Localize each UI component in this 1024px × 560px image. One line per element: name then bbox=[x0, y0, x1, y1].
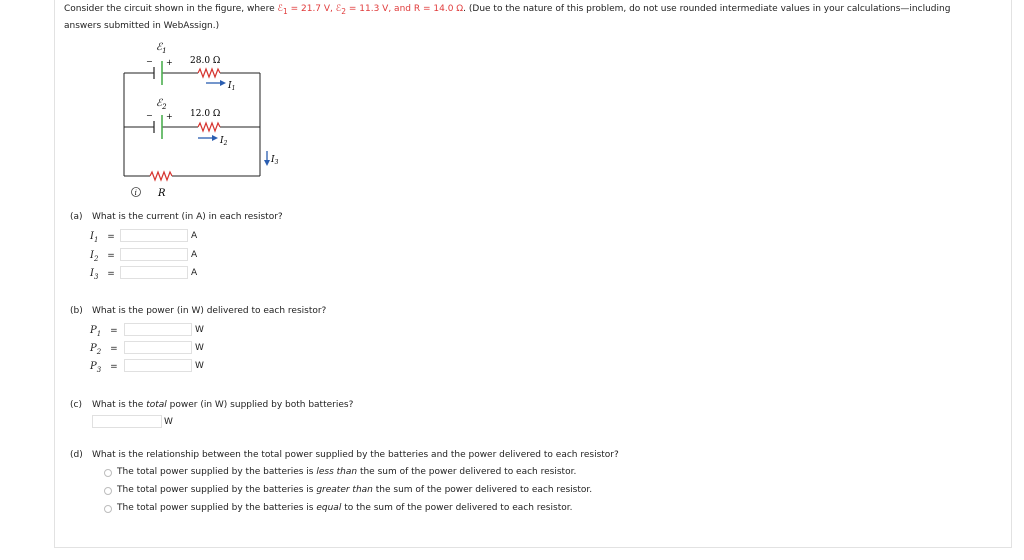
intro-end: . (Due to the nature of this problem, do not use rounded intermediate values in your calculations—including bbox=[463, 4, 951, 14]
i2-symbol: $I_2$ bbox=[90, 250, 99, 263]
e2-label: ℰ$_2$ bbox=[156, 98, 167, 111]
i3-symbol: $I_3$ bbox=[90, 268, 99, 281]
part-a-row-3: $I_3$ = bbox=[90, 268, 115, 281]
i2-answer-input[interactable] bbox=[120, 248, 188, 261]
part-d-label: (d) bbox=[70, 450, 83, 460]
i3-answer-input[interactable] bbox=[120, 266, 188, 279]
resistor-r bbox=[150, 172, 172, 180]
arrow-i2 bbox=[198, 135, 218, 141]
e1-label: ℰ$_1$ bbox=[156, 42, 167, 55]
total-power-unit: W bbox=[164, 417, 173, 427]
part-b-label: (b) bbox=[70, 306, 83, 316]
part-a-question: What is the current (in A) in each resistor? bbox=[92, 212, 283, 222]
option-greater-than-label[interactable]: The total power supplied by the batteries is greater than the sum of the power delivered to each resistor. bbox=[117, 485, 593, 495]
option-less-than-radio[interactable] bbox=[104, 469, 112, 477]
e1-given: ℰ$_1$ = 21.7 V, bbox=[277, 4, 336, 16]
option-equal-label[interactable]: The total power supplied by the batteries is equal to the sum of the power delivered to each resistor. bbox=[117, 503, 573, 513]
part-a-row-1: $I_1$ = bbox=[90, 231, 115, 244]
arrow-i3 bbox=[264, 151, 270, 166]
p3-unit: W bbox=[195, 361, 204, 371]
part-b-row-2: $P_2$ = bbox=[90, 343, 118, 356]
i1-symbol: $I_1$ bbox=[90, 231, 99, 244]
i2-label: $I_2$ bbox=[220, 136, 228, 147]
e1-minus: − bbox=[146, 57, 153, 66]
r-label: R bbox=[158, 188, 166, 199]
part-c-question: What is the total power (in W) supplied by both batteries? bbox=[92, 400, 354, 410]
p2-answer-input[interactable] bbox=[124, 341, 192, 354]
circuit-figure bbox=[110, 36, 310, 206]
arrow-i1 bbox=[206, 80, 226, 86]
resistor-28 bbox=[198, 69, 220, 77]
r-given: R = 14.0 Ω bbox=[413, 4, 464, 14]
p1-symbol: $P_1$ bbox=[90, 325, 102, 338]
option-greater-than-radio[interactable] bbox=[104, 487, 112, 495]
p1-answer-input[interactable] bbox=[124, 323, 192, 336]
option-less-than-label[interactable]: The total power supplied by the batteries is less than the sum of the power delivered to each resistor. bbox=[117, 467, 577, 477]
i1-answer-input[interactable] bbox=[120, 229, 188, 242]
e2-given: ℰ$_2$ = 11.3 V, and bbox=[335, 4, 414, 16]
i2-unit: A bbox=[191, 250, 198, 260]
p2-unit: W bbox=[195, 343, 204, 353]
part-b-row-1: $P_1$ = bbox=[90, 325, 118, 338]
p3-answer-input[interactable] bbox=[124, 359, 192, 372]
e2-minus: − bbox=[146, 111, 153, 120]
i3-label: $I_3$ bbox=[271, 155, 279, 166]
option-equal-radio[interactable] bbox=[104, 505, 112, 513]
battery-e2 bbox=[154, 115, 162, 139]
part-b-question: What is the power (in W) delivered to each resistor? bbox=[92, 306, 327, 316]
part-a-label: (a) bbox=[70, 212, 83, 222]
r2-label: 12.0 Ω bbox=[190, 109, 221, 119]
part-d-question: What is the relationship between the total power supplied by the batteries and the power delivered to each resistor? bbox=[92, 450, 619, 460]
info-icon[interactable] bbox=[132, 188, 141, 198]
part-b-row-3: $P_3$ = bbox=[90, 361, 118, 374]
part-a-row-2: $I_2$ = bbox=[90, 250, 115, 263]
intro-line2: answers submitted in WebAssign.) bbox=[64, 20, 220, 31]
part-c-label: (c) bbox=[70, 400, 82, 410]
i3-unit: A bbox=[191, 268, 198, 278]
svg-text:i: i bbox=[134, 189, 137, 197]
i1-unit: A bbox=[191, 231, 198, 241]
r1-label: 28.0 Ω bbox=[190, 56, 221, 66]
battery-e1 bbox=[154, 61, 162, 85]
i1-label: $I_1$ bbox=[228, 81, 236, 92]
intro-start: Consider the circuit shown in the figure, where bbox=[64, 4, 278, 14]
e2-plus: + bbox=[166, 112, 173, 121]
p3-symbol: $P_3$ bbox=[90, 361, 102, 374]
p1-unit: W bbox=[195, 325, 204, 335]
total-power-answer-input[interactable] bbox=[92, 415, 162, 428]
problem-statement bbox=[64, 2, 950, 33]
p2-symbol: $P_2$ bbox=[90, 343, 102, 356]
resistor-12 bbox=[198, 123, 220, 131]
e1-plus: + bbox=[166, 58, 173, 67]
